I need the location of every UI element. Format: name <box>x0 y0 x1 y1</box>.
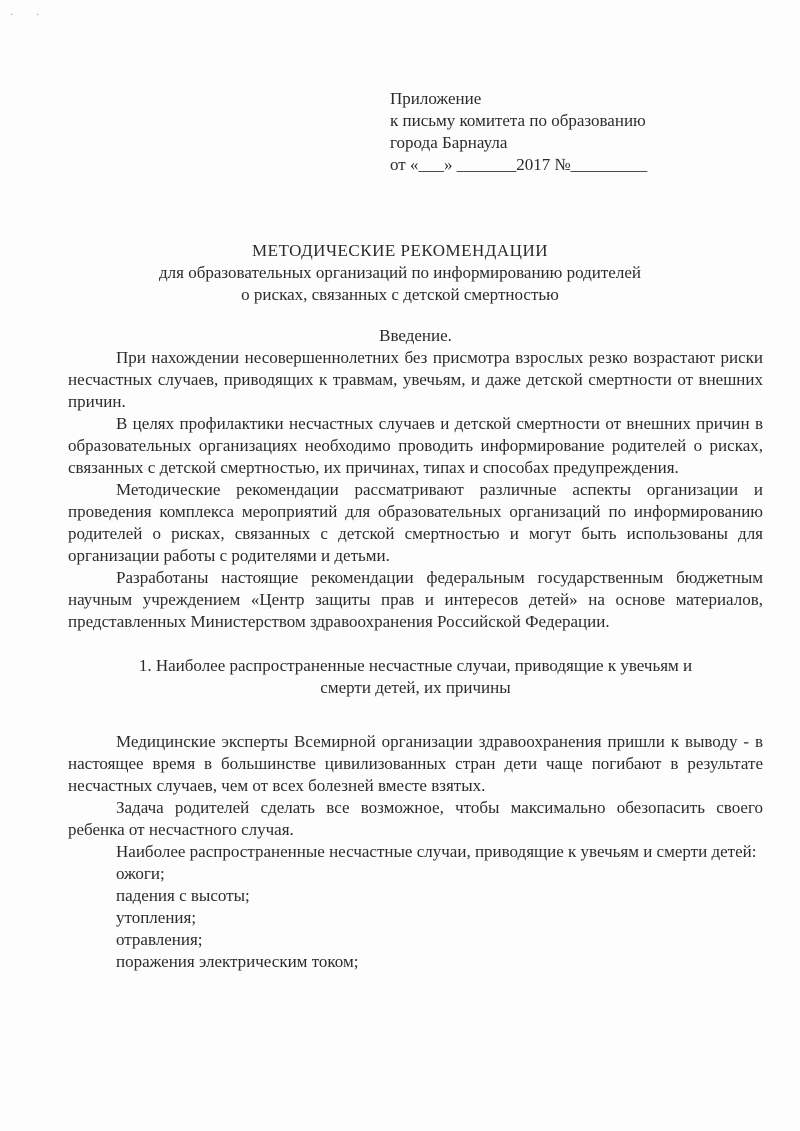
document-title-block <box>0 240 800 306</box>
section-1-paragraph: Наиболее распространенные несчастные случаи, приводящие к увечьям и смерти детей: <box>116 842 757 861</box>
list-item: поражения электрическим током; <box>116 952 359 971</box>
appendix-line-3: города Барнаула <box>390 133 508 152</box>
list-item: отравления; <box>116 930 203 949</box>
appendix-line-1: Приложение <box>390 89 482 108</box>
intro-paragraph: При нахождении несовершеннолетних без присмотра взрослых резко возрастают риски несчастных случаев, приводящих к травмам, увечьям, и даже детской смертности от внешних причин. <box>68 348 763 411</box>
accident-list <box>68 863 763 973</box>
appendix-line-4: от «___» _______2017 №_________ <box>390 155 648 174</box>
document-title: МЕТОДИЧЕСКИЕ РЕКОМЕНДАЦИИ <box>252 241 548 260</box>
section-1-heading <box>68 655 763 699</box>
intro-heading: Введение. <box>379 326 452 345</box>
list-item: утопления; <box>116 908 197 927</box>
section-1-paragraph: Медицинские эксперты Всемирной организации здравоохранения пришли к выводу - в настоящее время в большинстве цивилизованных стран дети чаще погибают в результате несчастных случаев, чем от всех болезней вместе взятых. <box>68 732 763 795</box>
intro-paragraph: В целях профилактики несчастных случаев и детской смертности от внешних причин в образовательных организациях необходимо проводить информирование родителей о рисках, связанных с детской смертностью, их причинах, типах и способах предупреждения. <box>68 414 763 477</box>
document-subtitle-line-2: о рисках, связанных с детской смертностью <box>241 285 559 304</box>
document-body <box>68 325 763 973</box>
scan-specks: · · <box>10 10 50 21</box>
section-1-heading-line-2: смерти детей, их причины <box>320 678 511 697</box>
intro-paragraph: Методические рекомендации рассматривают различные аспекты организации и проведения комплекса мероприятий для образовательных организаций по информированию родителей о рисках, связанных с детской смертностью и могут быть использованы для организации работы с родителями и детьми. <box>68 480 763 565</box>
list-item: ожоги; <box>116 864 165 883</box>
section-1-paragraph: Задача родителей сделать все возможное, чтобы максимально обезопасить своего ребенка от несчастного случая. <box>68 798 763 839</box>
list-item: падения с высоты; <box>116 886 250 905</box>
document-subtitle-line-1: для образовательных организаций по информированию родителей <box>159 263 641 282</box>
section-1-heading-line-1: 1. Наиболее распространенные несчастные случаи, приводящие к увечьям и <box>138 656 693 675</box>
appendix-block <box>390 88 647 176</box>
appendix-line-2: к письму комитета по образованию <box>390 111 646 130</box>
intro-paragraph: Разработаны настоящие рекомендации федеральным государственным бюджетным научным учреждением «Центр защиты прав и интересов детей» на основе материалов, представленных Министерством здравоохранения Российской Федерации. <box>68 568 763 631</box>
